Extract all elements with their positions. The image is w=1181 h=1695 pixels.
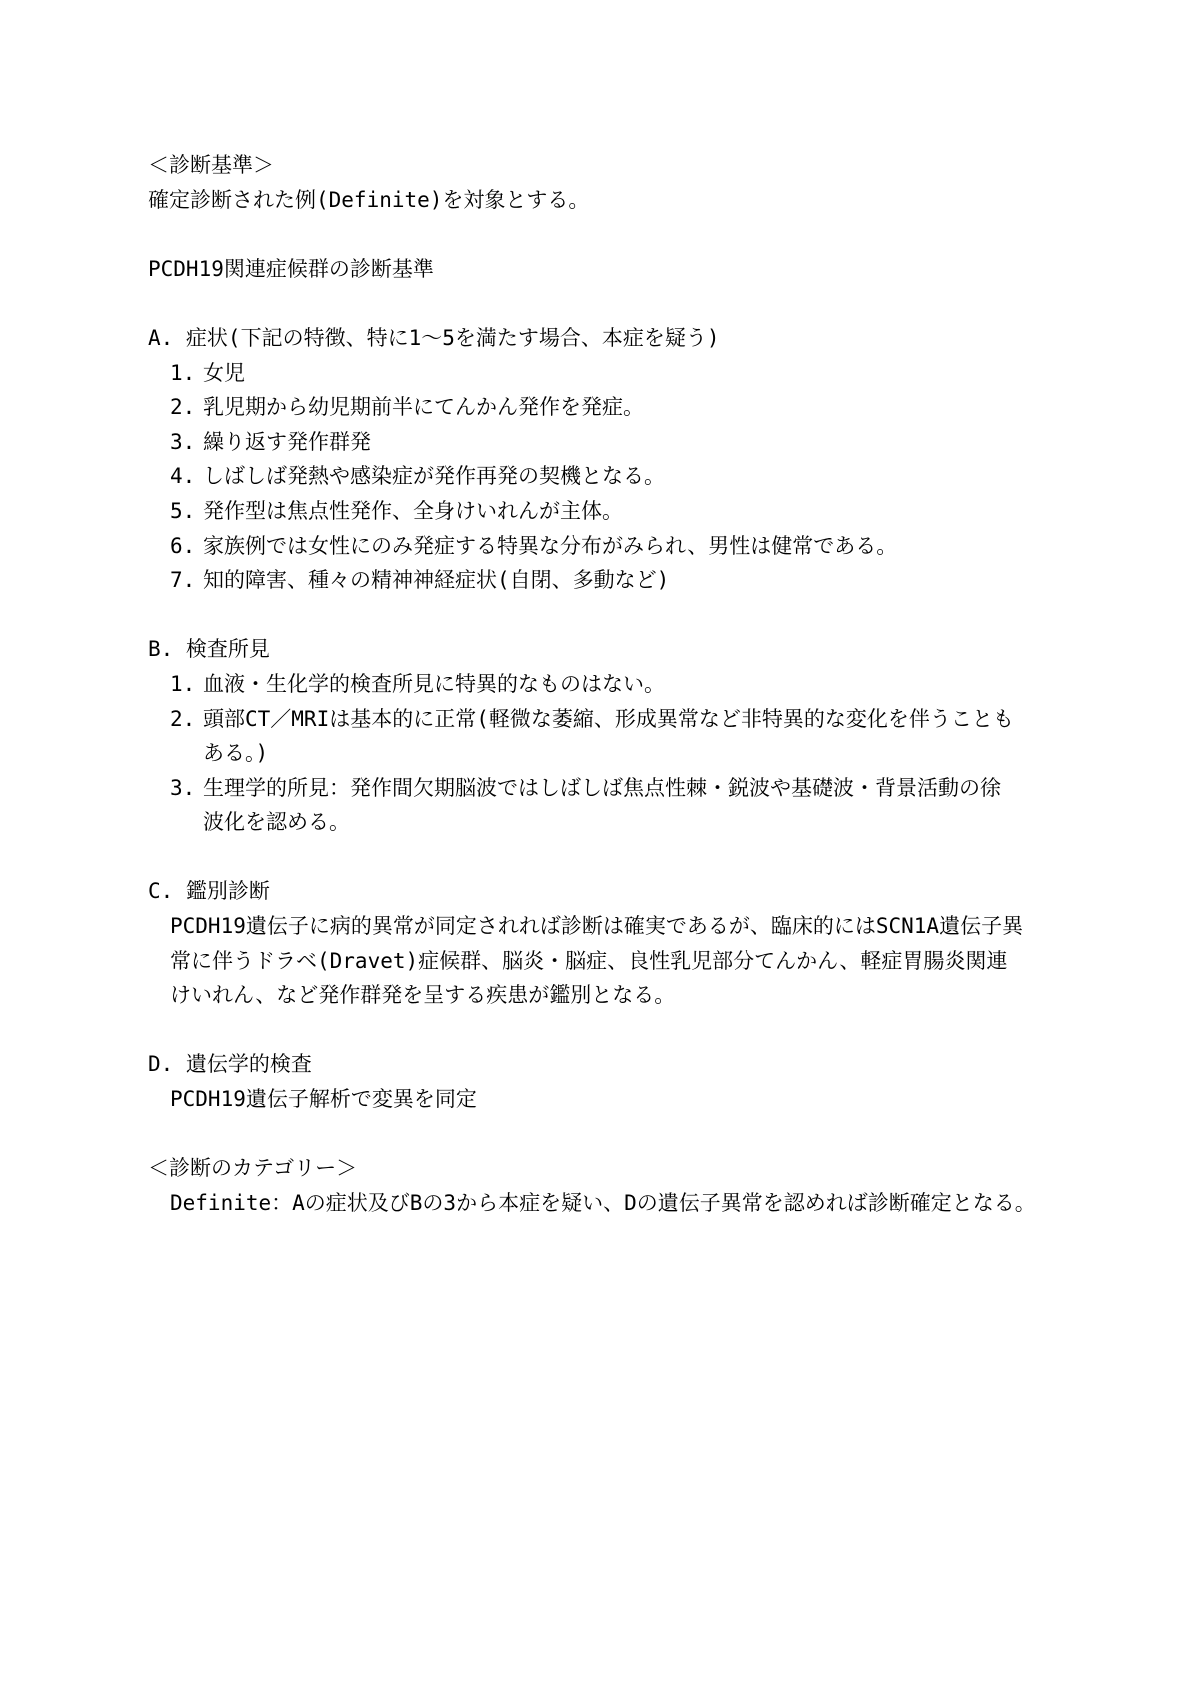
- list-item: 4. しばしば発熱や感染症が発作再発の契機となる。: [170, 464, 665, 489]
- list-item: 5. 発作型は焦点性発作、全身けいれんが主体。: [170, 498, 623, 523]
- list-item: 2. 頭部CT／MRIは基本的に正常(軽微な萎縮、形成異常など非特異的な変化を伴うことも: [170, 706, 1014, 731]
- list-item: 6. 家族例では女性にのみ発症する特異な分布がみられ、男性は健常である。: [170, 533, 898, 558]
- section-a-list: [148, 356, 1048, 598]
- category-text: Definite：Aの症状及びBの3から本症を疑い、Dの遺伝子異常を認めれば診断確定となる。: [170, 1190, 1036, 1215]
- criteria-heading: ＜診断基準＞: [148, 153, 274, 177]
- document-title: PCDH19関連症候群の診断基準: [148, 256, 434, 281]
- section-b-list: [148, 667, 1048, 840]
- list-item-continuation: ある。): [203, 741, 269, 766]
- section-c-text: けいれん、など発作群発を呈する疾患が鑑別となる。: [170, 983, 676, 1008]
- list-item: 2. 乳児期から幼児期前半にてんかん発作を発症。: [170, 395, 644, 420]
- list-item: 1. 血液・生化学的検査所見に特異的なものはない。: [170, 671, 665, 696]
- section-c-text: 常に伴うドラベ(Dravet)症候群、脳炎・脳症、良性乳児部分てんかん、軽症胃腸炎関連: [170, 948, 1008, 973]
- section-d-heading: D. 遺伝学的検査: [148, 1052, 312, 1077]
- list-item: 1. 女児: [170, 360, 245, 385]
- section-a-heading: A. 症状(下記の特徴、特に1～5を満たす場合、本症を疑う): [148, 325, 720, 350]
- section-d-text: PCDH19遺伝子解析で変異を同定: [170, 1087, 477, 1112]
- document-page: [148, 148, 1048, 1220]
- list-item-continuation: 波化を認める。: [203, 810, 350, 835]
- list-item: 3. 生理学的所見：発作間欠期脳波ではしばしば焦点性棘・鋭波や基礎波・背景活動の徐: [170, 775, 1001, 800]
- section-c-text: PCDH19遺伝子に病的異常が同定されれば診断は確実であるが、臨床的にはSCN1A遺伝子異: [170, 914, 1024, 939]
- target-statement: 確定診断された例(Definite)を対象とする。: [148, 187, 590, 212]
- section-b-heading: B. 検査所見: [148, 637, 270, 662]
- list-item: 7. 知的障害、種々の精神神経症状(自閉、多動など): [170, 568, 670, 593]
- category-heading: ＜診断のカテゴリー＞: [148, 1156, 358, 1181]
- section-c-heading: C. 鑑別診断: [148, 879, 270, 904]
- list-item: 3. 繰り返す発作群発: [170, 429, 371, 454]
